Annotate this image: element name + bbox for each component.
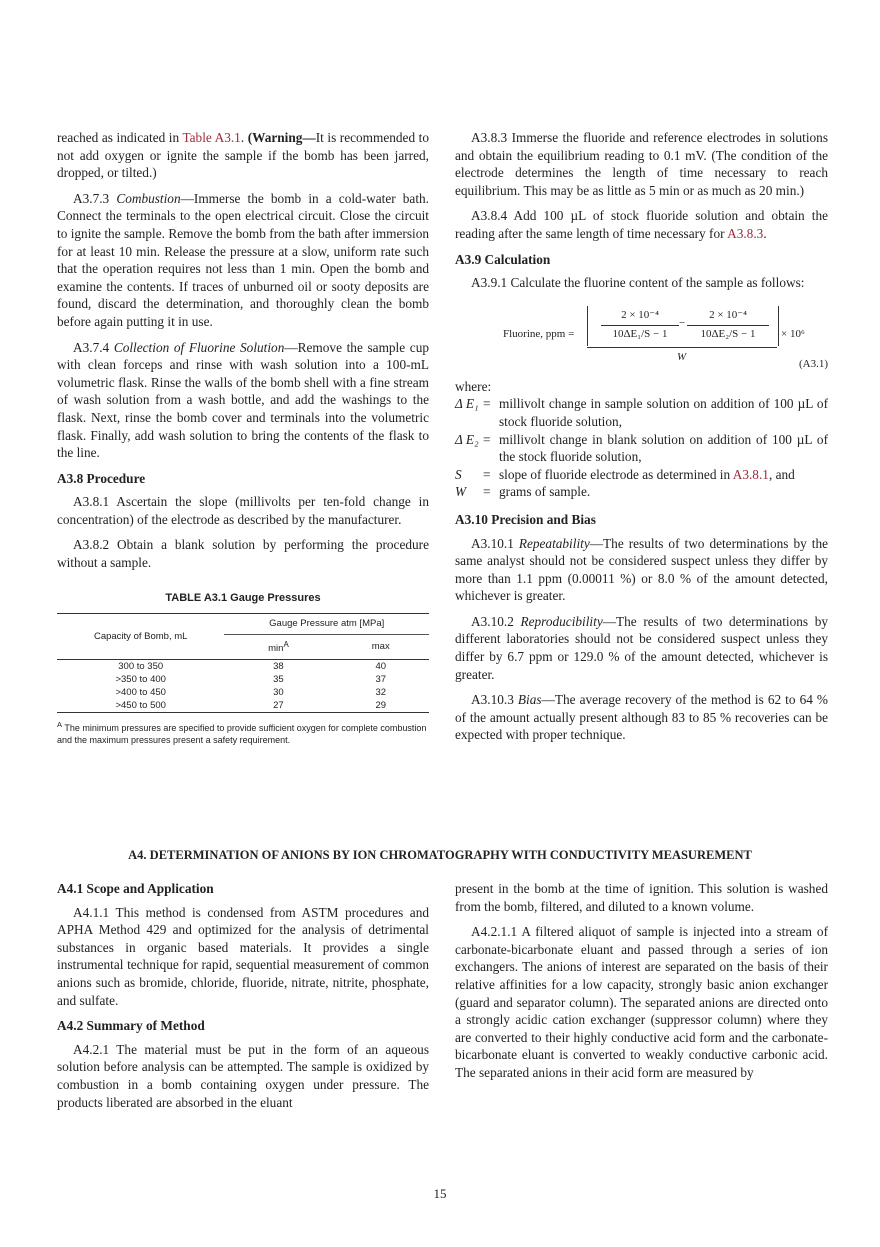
section-title-a4: A4. DETERMINATION OF ANIONS BY ION CHROMATOGRAPHY WITH CONDUCTIVITY MEASUREMENT: [128, 848, 752, 862]
numerator-1: 2 × 10⁻⁴: [601, 307, 679, 327]
cell-max: 29: [332, 699, 429, 713]
equation-multiplier: × 10⁶: [781, 327, 805, 340]
cell-capacity: >450 to 500: [57, 699, 224, 713]
paragraph-warning: [57, 129, 429, 182]
col-header-gauge: Gauge Pressure atm [MPa]: [269, 618, 385, 630]
paragraph-a4211: A4.2.1.1 A filtered aliquot of sample is injected into a stream of carbonate-bicarbonate eluant and passed through a series of ion exchangers. The anions of interest are separated on the basis of their relative affinities for a low capacity, strongly basic anion exchanger (guard and separator column). The separated anions are directed onto a strongly acidic cation exchanger (suppressor column) where they are converted to their highly conductive acid form and the carbonate-bicarbonate eluant is converted to weakly conductive carbonic acid. The separated anions in their acid form are measured by: [455, 924, 828, 1080]
left-column: [57, 129, 429, 746]
section-number: A3.7.4: [73, 339, 114, 355]
text: —Immerse the bomb in a cold-water bath. Connect the terminals to the open electrical circuit. Close the circuit to ignite the sample. Remove the bomb from the bath after immersion for at least 10 min. Release the pressure at a slow, uniform rate such that the operation requires not less than 1 min. Open the bomb and examine the contents. If traces of unburned oil or sooty deposits are found, discard the determination, and thoroughly clean the bomb before again putting it in use.: [57, 190, 429, 329]
paragraph-a382: A3.8.2 Obtain a blank solution by performing the procedure without a sample.: [57, 537, 429, 571]
definition: millivolt change in sample solution on addition of 100 µL of stock fluoride solution,: [499, 396, 828, 429]
page-number: 15: [433, 1186, 447, 1201]
footnote-text: The minimum pressures are specified to provide sufficient oxygen for complete combustion and the maximum pressures present a safety requirement.: [57, 722, 427, 745]
equation-denominator: W: [677, 350, 687, 363]
paragraph-collection: [57, 339, 429, 462]
section-link[interactable]: A3.8.1: [732, 466, 769, 482]
equals-sign: =: [483, 466, 491, 482]
symbol: S: [455, 466, 462, 482]
paragraph-bias: [455, 691, 828, 744]
text: A3.8.4 Add 100 µL of stock fluoride solution and obtain the reading after the same length of time necessary for: [455, 208, 828, 241]
footnote-marker: A: [283, 639, 289, 649]
text: —Remove the sample cup with clean forceps and rinse with wash solution into a 100-mL volumetric flask. Rinse the walls of the bomb shell with a fine stream of wash solution from a wash bottle, and add the washings to the flask. Next, rinse the bomb cover and terminals into the volumetric flask. Finally, add wash solution to bring the contents of the flask to the line.: [57, 339, 429, 461]
fraction-line: [587, 347, 777, 348]
equation-label: Fluorine, ppm =: [503, 327, 575, 340]
warning-label: (Warning—: [247, 130, 316, 145]
footnote-marker: A: [57, 719, 63, 729]
table-row: [57, 659, 429, 673]
definition-row: [455, 466, 828, 484]
where-label: where:: [455, 378, 492, 394]
text: —The results of two determinations by the same analyst should not be considered suspect unless they differ by more than 1.1 ppm (0.00011 %) or 8.0 % of the amount detected, whichever is greater.: [455, 535, 828, 604]
text: It is recommended to not add oxygen or ignite the sample if the bomb has been jarred, dropped, or tilted.): [57, 130, 430, 181]
subsection-title: Reproducibility: [520, 613, 603, 629]
gauge-pressures-table: [57, 590, 429, 746]
cell-max: 32: [375, 686, 387, 698]
definition: [499, 466, 828, 484]
where-block: [455, 378, 828, 501]
symbol: Δ E₂: [455, 431, 479, 447]
col-header-capacity: Capacity of Bomb, mL: [57, 614, 224, 659]
paragraph-a383: A3.8.3 Immerse the fluoride and reference electrodes in solutions and obtain the equilibrium reading to 0.1 mV. (The condition of the electrode determines the length of time necessary to reach equilibrium. This may be as little as 5 min or as much as 20 min.): [455, 130, 828, 198]
paragraph-repeatability: [455, 535, 828, 605]
paragraph-a381: A3.8.1 Ascertain the slope (millivolts per ten-fold change in concentration) of the electrode as described by the manufacturer.: [57, 494, 429, 527]
section-number: A3.10.2: [471, 613, 521, 629]
text: slope of fluoride electrode as determined in: [499, 466, 733, 482]
table: [57, 613, 429, 712]
left-column-lower: [57, 880, 429, 1119]
definition: grams of sample.: [499, 484, 591, 500]
cell-capacity: 300 to 350: [118, 660, 164, 672]
cell-capacity: >350 to 400: [115, 673, 166, 685]
text: reached as indicated in: [57, 130, 183, 145]
heading-precision-bias: A3.10 Precision and Bias: [455, 511, 596, 527]
equals-sign: =: [483, 484, 491, 500]
symbol: Δ E₁: [455, 396, 479, 412]
minus-sign: −: [679, 316, 686, 329]
cell-min: 27: [224, 699, 332, 713]
table-link[interactable]: Table A3.1: [182, 130, 241, 145]
equation-number: (A3.1): [798, 357, 828, 370]
cell-min: 30: [273, 686, 284, 698]
table-row: [57, 699, 429, 713]
paragraph-a411: A4.1.1 This method is condensed from ASTM procedures and APHA Method 429 and optimized for the analysis of detrimental substances in organic based materials. It provides a single instrumental technique for rapid, sequential measurement of common anions such as bromide, chloride, fluoride, nitrate, nitrite, phosphate, and sulfate.: [57, 904, 429, 1008]
definition: millivolt change in blank solution on addition of 100 µL of the stock fluoride solution,: [499, 431, 828, 465]
col-header-min: [224, 634, 332, 659]
section-number: A3.10.3: [471, 692, 518, 708]
table-footnote: [57, 719, 429, 746]
table-title: TABLE A3.1 Gauge Pressures: [165, 591, 321, 604]
subsection-title: Combustion: [116, 190, 181, 206]
definition-row: [455, 483, 828, 501]
section-number: A3.10.1: [471, 535, 519, 551]
text: .: [763, 225, 767, 241]
right-column-lower: [455, 880, 828, 1090]
table-row: [57, 686, 429, 699]
heading-scope: A4.1 Scope and Application: [57, 881, 214, 896]
text: , and: [768, 466, 795, 482]
min-label: min: [268, 643, 284, 654]
subsection-title: Collection of Fluorine Solution: [113, 339, 285, 355]
equals-sign: =: [483, 431, 491, 447]
cell-max: 37: [375, 673, 387, 685]
subsection-title: Repeatability: [518, 535, 590, 551]
equals-sign: =: [483, 396, 491, 412]
paragraph-a391: A3.9.1 Calculate the fluorine content of the sample as follows:: [471, 275, 805, 291]
right-column: [455, 129, 828, 752]
cell-capacity: >400 to 450: [115, 686, 166, 698]
paragraph-reproducibility: [455, 613, 828, 683]
text: .: [240, 130, 248, 145]
paragraph-a384: [455, 207, 828, 242]
section-link[interactable]: A3.8.3: [727, 225, 764, 241]
paragraph-continued: present in the bomb at the time of ignition. This solution is washed from the bomb, filtered, and diluted to a known volume.: [455, 881, 828, 914]
subsection-title: Bias: [517, 692, 542, 708]
fraction-1: [601, 307, 679, 344]
paragraph-combustion: [57, 190, 429, 331]
heading-calculation: A3.9 Calculation: [455, 251, 551, 267]
cell-max: 40: [375, 660, 387, 672]
definition-row: [455, 395, 828, 430]
cell-min: 35: [273, 673, 284, 685]
denominator-2: 10ΔE₂/S − 1: [700, 328, 756, 341]
table-row: [57, 673, 429, 686]
text: —The results of two determinations by different laboratories should not be considered suspect unless they differ by 6.7 ppm or 129.0 % of the amount detected, whichever is greater.: [455, 613, 828, 682]
symbol: W: [455, 484, 467, 500]
paragraph-a421: A4.2.1 The material must be put in the form of an aqueous solution before analysis can be attempted. The sample is oxidized by combustion in a bomb containing oxygen under pressure. The products liberated are absorbed in the eluant: [57, 1041, 429, 1110]
numerator-2: 2 × 10⁻⁴: [687, 307, 769, 327]
col-header-max: max: [332, 634, 429, 659]
text: —The average recovery of the method is 62 to 64 % of the amount actually present although 83 to 85 % recoveries can be expected with proper technique.: [455, 692, 828, 743]
section-number: A3.7.3: [73, 190, 117, 206]
equation-a31: [455, 300, 828, 370]
definition-row: [455, 431, 828, 466]
denominator-1: 10ΔE₁/S − 1: [612, 328, 668, 341]
fraction-2: [687, 307, 769, 344]
heading-summary: A4.2 Summary of Method: [57, 1018, 205, 1034]
cell-min: 38: [273, 660, 284, 672]
heading-procedure: A3.8 Procedure: [57, 470, 146, 486]
